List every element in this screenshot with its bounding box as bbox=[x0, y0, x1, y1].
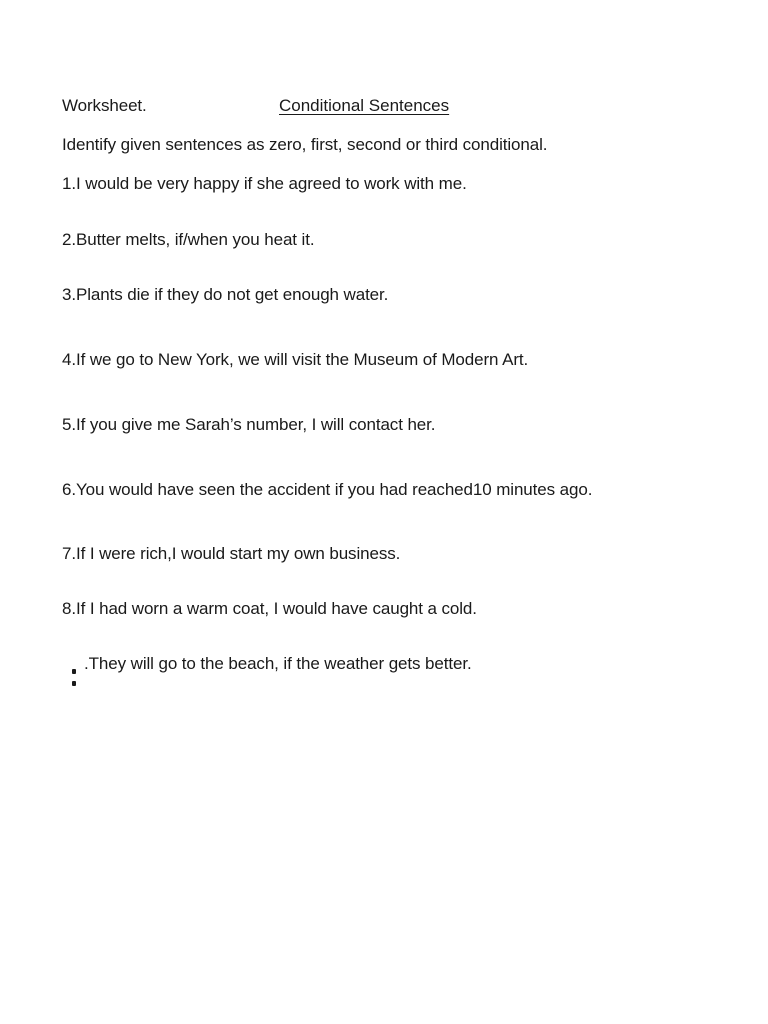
worksheet-label: Worksheet. bbox=[62, 96, 147, 115]
question-1: 1.I would be very happy if she agreed to work with me. bbox=[62, 174, 467, 193]
question-5: 5.If you give me Sarah’s number, I will contact her. bbox=[62, 415, 436, 434]
question-9-text: .They will go to the beach, if the weather gets better. bbox=[84, 654, 472, 673]
instruction-text: Identify given sentences as zero, first, second or third conditional. bbox=[62, 135, 548, 154]
question-4: 4.If we go to New York, we will visit the Museum of Modern Art. bbox=[62, 350, 529, 369]
question-8: 8.If I had worn a warm coat, I would have caught a cold. bbox=[62, 599, 477, 618]
question-6: 6.You would have seen the accident if you had reached10 minutes ago. bbox=[62, 480, 593, 499]
worksheet-title: Conditional Sentences bbox=[279, 96, 450, 115]
question-2: 2.Butter melts, if/when you heat it. bbox=[62, 230, 315, 249]
question-3: 3.Plants die if they do not get enough water. bbox=[62, 285, 389, 304]
question-9 bbox=[70, 653, 472, 675]
question-7: 7.If I were rich,I would start my own business. bbox=[62, 544, 401, 563]
